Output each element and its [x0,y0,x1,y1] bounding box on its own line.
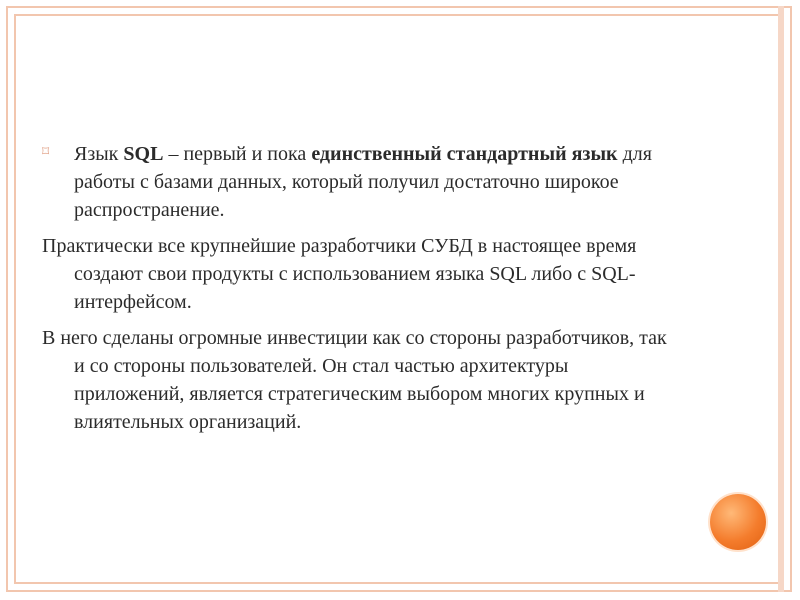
paragraph-1-run-2: SQL [123,143,164,165]
paragraph-1-run-5: для работы с базами данных, который получил достаточно широкое распространение. [74,143,652,221]
paragraph-2 [42,232,682,316]
decorative-circle [710,494,766,550]
slide-text-body [42,140,682,444]
paragraph-1-run-4: единственный стандартный язык [311,143,618,165]
bullet-icon: ⌑ [42,145,50,160]
paragraph-1 [42,140,682,224]
paragraph-2-text: Практически все крупнейшие разработчики СУБД в настоящее время создают свои продукты с использованием языка SQL либо с SQL-интерфейсом. [42,235,637,313]
paragraph-3-text: В него сделаны огромные инвестиции как со стороны разработчиков, так и со стороны пользователей. Он стал частью архитектуры приложений, является стратегическим выбором многих крупных и влиятельных организаций. [42,327,667,433]
paragraph-3 [42,324,682,436]
paragraph-1-run-3: – первый и пока [163,143,312,165]
paragraph-1-run-1: Язык [74,143,124,165]
slide-border-accent-strip [778,6,784,592]
